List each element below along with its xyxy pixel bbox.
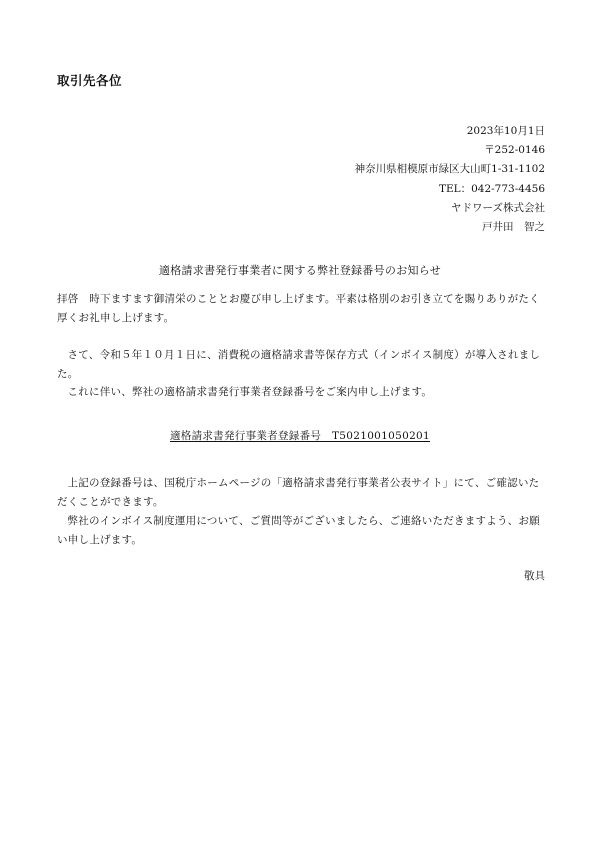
addressee: 取引先各位: [57, 73, 123, 88]
closing-word: 敬具: [524, 570, 545, 582]
intro-paragraph: さて、令和５年１０月１日に、消費税の適格請求書等保存方式（インボイス制度）が導入されました。: [57, 349, 541, 380]
sender-company: ヤドワーズ株式会社: [451, 201, 545, 214]
sender-address: 神奈川県相模原市緑区大山町1-31-1102: [354, 163, 545, 176]
inquiry-paragraph: 弊社のインボイス制度運用について、ご質問等がございましたら、ご連絡いただきますよう、お願い申し上げます。: [57, 515, 540, 546]
confirmation-paragraph: 上記の登録番号は、国税庁ホームページの「適格請求書発行事業者公表サイト」にて、ご確認いただくことができます。: [57, 477, 540, 508]
announcement-paragraph: これに伴い、弊社の適格請求書発行事業者登録番号をご案内申し上げます。: [67, 386, 433, 398]
letter-date: 2023年10月1日: [466, 125, 545, 137]
greeting-paragraph: 拝啓 時下ますます御清栄のこととお慶び申し上げます。平素は格別のお引き立てを賜りありがたく厚くお礼申し上げます。: [57, 293, 540, 324]
sender-block: [355, 122, 545, 237]
registration-number: 適格請求書発行事業者登録番号 T5021001050201: [169, 430, 431, 442]
postal-code: 〒252-0146: [484, 144, 545, 157]
sender-person: 戸井田 智之: [482, 221, 545, 234]
document-title: 適格請求書発行事業者に関する弊社登録番号のお知らせ: [158, 264, 442, 277]
registration-number-line: [0, 428, 600, 443]
sender-tel: TEL：042-773-4456: [438, 182, 545, 195]
